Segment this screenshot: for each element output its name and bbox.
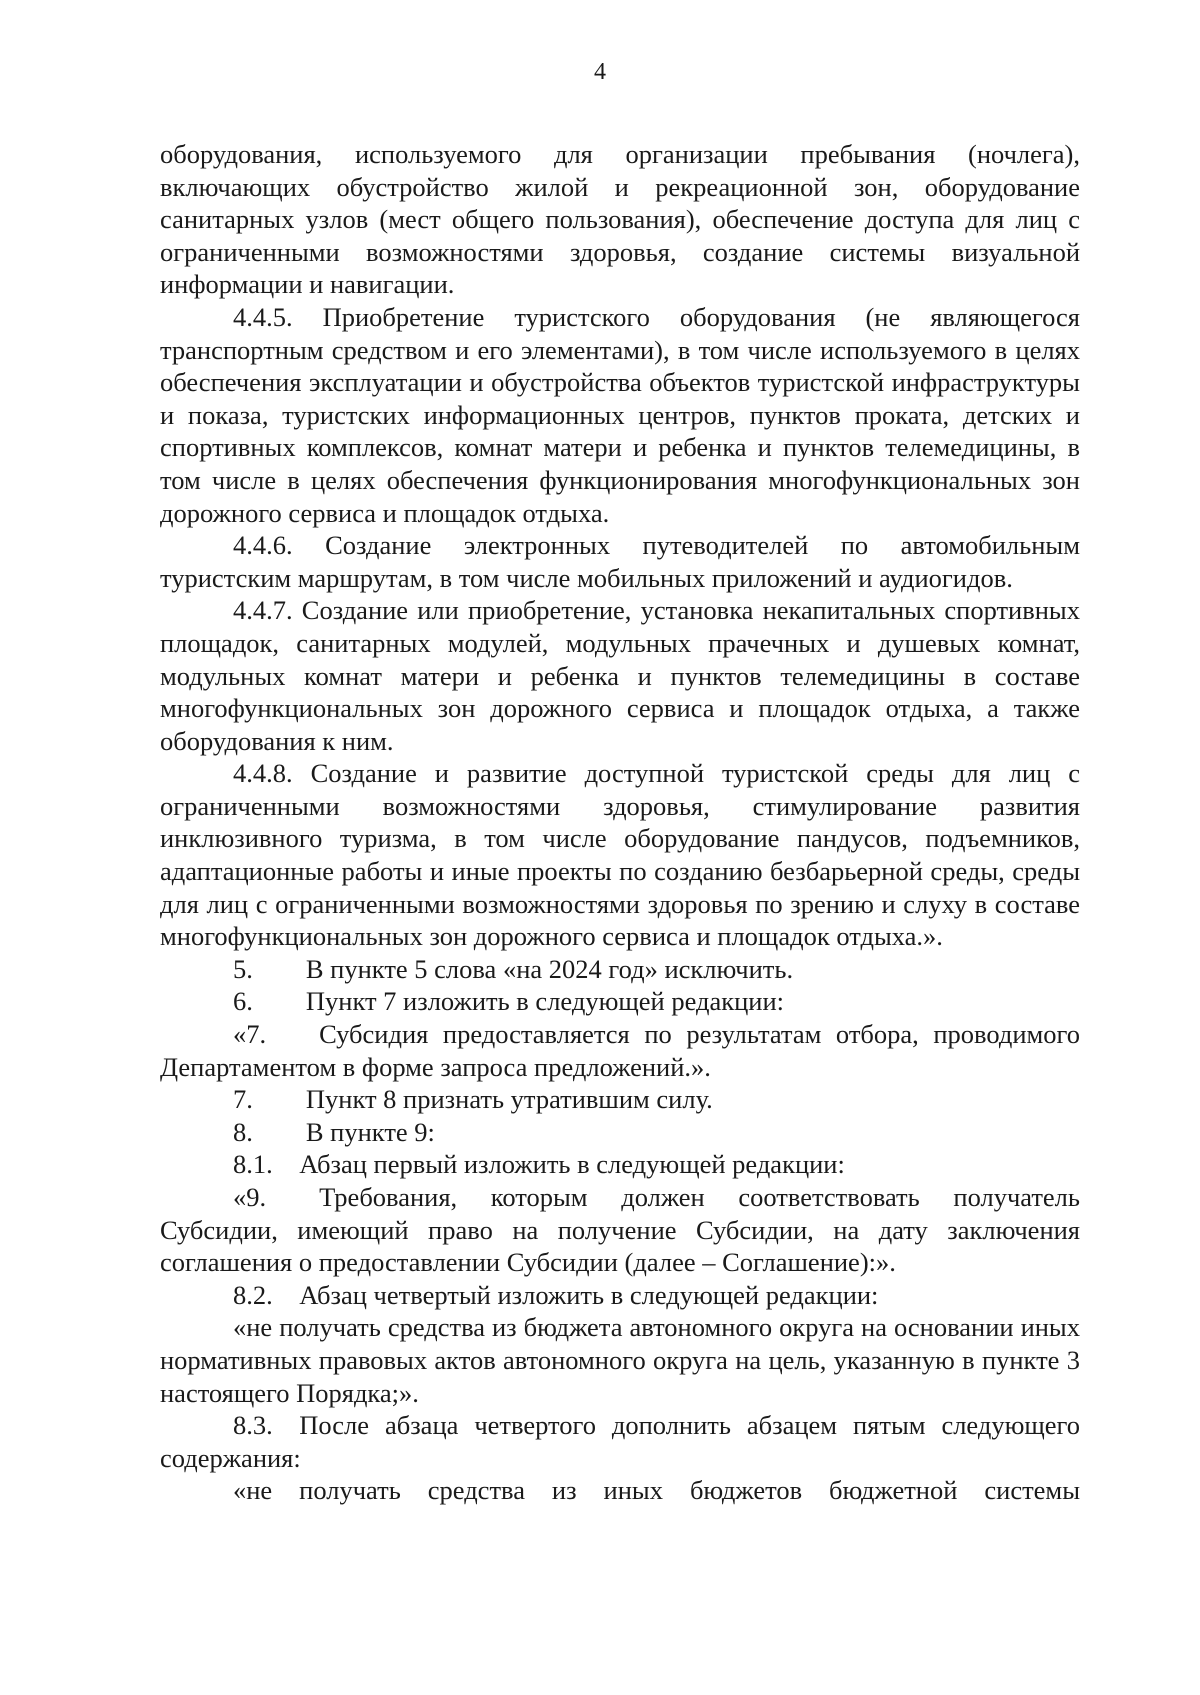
- paragraph-4-4-6: 4.4.6. Создание электронных путеводителей по автомобильным туристским маршрутам, в том числе мобильных приложений и аудиогидов.: [160, 530, 1080, 593]
- document-body: [160, 138, 1080, 1507]
- page-number: 4: [594, 59, 606, 85]
- paragraph-quote-7: «7. Субсидия предоставляется по результатам отбора, проводимого Департаментом в форме запроса предложений.».: [160, 1019, 1080, 1082]
- paragraph-item-6: 6. Пункт 7 изложить в следующей редакции:: [233, 986, 785, 1017]
- paragraph-quote-budget: «не получать средства из бюджета автономного округа на основании иных нормативных правовых актов автономного округа на цель, указанную в пункте 3 настоящего Порядка;».: [160, 1312, 1080, 1408]
- paragraph-quote-other-budgets: «не получать средства из иных бюджетов бюджетной системы: [233, 1475, 1080, 1506]
- paragraph-item-8: 8. В пункте 9:: [233, 1116, 435, 1147]
- paragraph-4-4-7: 4.4.7. Создание или приобретение, установка некапитальных спортивных площадок, санитарных модулей, модульных прачечных и душевых комнат, модульных комнат матери и ребенка и пунктов телемедицины в составе многофункциональных зон дорожного сервиса и площадок отдыха, а также оборудования к ним.: [160, 595, 1080, 756]
- paragraph-item-7: 7. Пункт 8 признать утратившим силу.: [233, 1084, 713, 1115]
- paragraph-continuation: оборудования, используемого для организации пребывания (ночлега), включающих обустройство жилой и рекреационной зон, оборудование санитарных узлов (мест общего пользования), обеспечение доступа для лиц с ограниченными возможностями здоровья, создание системы визуальной информации и навигации.: [160, 139, 1080, 300]
- paragraph-item-8-2: 8.2. Абзац четвертый изложить в следующей редакции:: [233, 1279, 879, 1310]
- paragraph-item-5: 5. В пункте 5 слова «на 2024 год» исключить.: [233, 953, 794, 984]
- paragraph-4-4-5: 4.4.5. Приобретение туристского оборудования (не являющегося транспортным средством и его элементами), в том числе используемого в целях обеспечения эксплуатации и обустройства объектов туристской инфраструктуры и показа, туристских информационных центров, пунктов проката, детских и спортивных комплексов, комнат матери и ребенка и пунктов телемедицины, в том числе в целях обеспечения функционирования многофункциональных зон дорожного сервиса и площадок отдыха.: [160, 301, 1080, 528]
- paragraph-item-8-1: 8.1. Абзац первый изложить в следующей редакции:: [233, 1149, 845, 1180]
- paragraph-4-4-8: 4.4.8. Создание и развитие доступной туристской среды для лиц с ограниченными возможностями здоровья, стимулирование развития инклюзивного туризма, в том числе оборудование пандусов, подъемников, адаптационные работы и иные проекты по созданию безбарьерной среды, среды для лиц с ограниченными возможностями здоровья по зрению и слуху в составе многофункциональных зон дорожного сервиса и площадок отдыха.».: [160, 758, 1080, 952]
- paragraph-item-8-3: 8.3. После абзаца четвертого дополнить абзацем пятым следующего содержания:: [160, 1410, 1080, 1473]
- paragraph-quote-9: «9. Требования, которым должен соответствовать получатель Субсидии, имеющий право на получение Субсидии, на дату заключения соглашения о предоставлении Субсидии (далее – Соглашение):».: [160, 1182, 1080, 1278]
